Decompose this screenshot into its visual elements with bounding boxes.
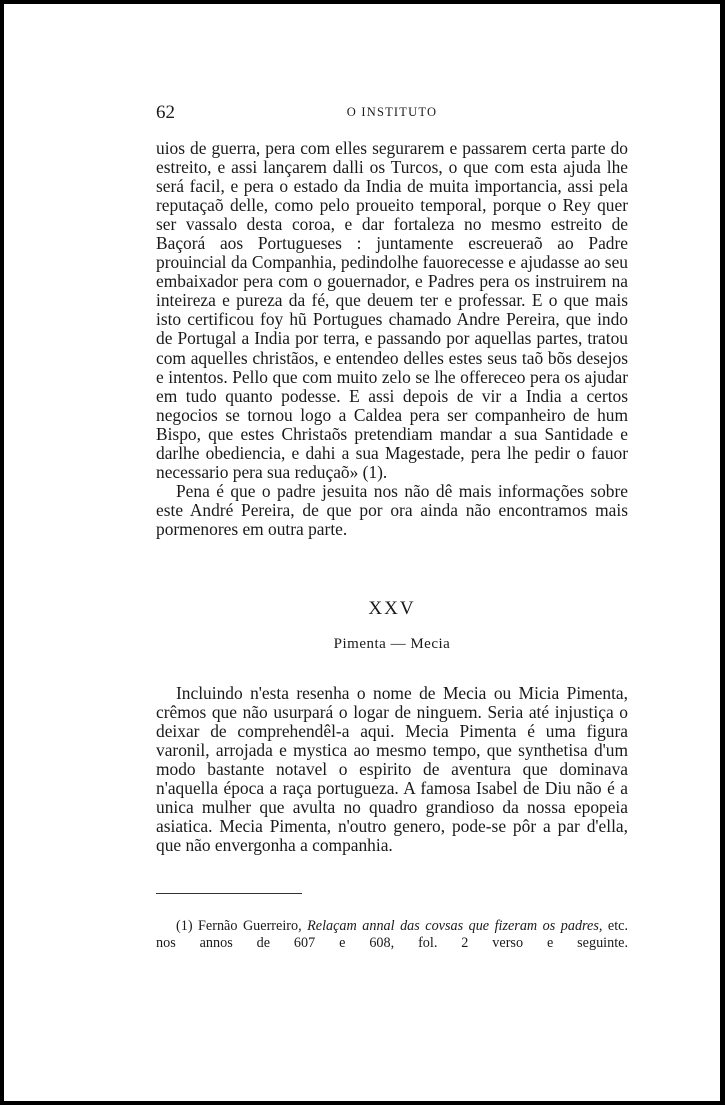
footnote-text [156,918,628,951]
section-title: Pimenta — Mecia [333,636,451,652]
footnote-rest: etc. nos annos de 607 e 608, fol. 2 verso e seguinte. [156,918,629,951]
book-page [4,4,720,1101]
paragraph-1: uios de guerra, pera com elles segurarem e passarem certa parte do estreito, e assi lançarem dalli os Turcos, o que com esta ajuda lhe será facil, e pera o estado da India de muita importancia, assi pela reputaçaõ delle, como pelo proueito temporal, porque o Rey quer ser vassalo desta coroa, e dar fortaleza no mesmo estreito de Baçorá aos Portugueses : juntamente escreueraõ ao Padre prouincial da Companhia, pedindolhe fauorecesse e ajudasse ao seu embaixador pera com o gouernador, e Padres pera os instruirem na inteireza e pureza da fé, que deuem ter e professar. E o que mais isto certificou foy hũ Portugues chamado Andre Pereira, que indo de Portugal a India por terra, e passando por aquellas partes, tratou com aquelles christãos, e entendeo delles estes seus taõ bõs desejos e intentos. Pello que com muito zelo se lhe offereceo pera os ajudar em tudo quanto podesse. E assi depois de vir a India a certos negocios se tornou logo a Caldea pera ser companheiro de hum Bispo, que estes Christaõs pretendiam mandar a sua Santidade e darlhe obediencia, e dahi a sua Magestade, pera lhe pedir o fauor necessario pera sua reduçaõ» (1). [156,138,628,482]
footnote [156,918,628,951]
paragraph-3: Incluindo n'esta resenha o nome de Mecia ou Micia Pimenta, crêmos que não usurpará o logar de ninguem. Seria até injustiça o deixar de comprehendêl-a aqui. Mecia Pimenta é uma figura varonil, arrojada e mystica ao mesmo tempo, que synthetisa d'um modo bastante notavel o espirito de aventura que dominava n'aquella época a raça portugueza. A famosa Isabel de Diu não é a unica mulher que avulta no quadro grandioso da nossa epopeia asiatica. Mecia Pimenta, n'outro genero, pode-se pôr a par d'ella, que não envergonha a companhia. [156,683,628,856]
section-body [156,684,628,855]
footnote-marker: (1) [176,918,193,934]
paragraph-2: Pena é que o padre jesuita nos não dê mais informações sobre este André Pereira, de que por ora ainda não encontramos mais pormenores em outra parte. [156,480,628,539]
section-number: XXV [368,598,416,619]
footnote-rule [156,893,302,894]
page-number: 62 [156,102,175,123]
footnote-author: Fernão Guerreiro, [198,918,302,934]
running-title: O INSTITUTO [346,105,438,119]
page-header [156,102,628,122]
footnote-work-title: Relaçam annal das covsas que fizeram os padres, [307,918,603,934]
body-text [156,139,628,539]
